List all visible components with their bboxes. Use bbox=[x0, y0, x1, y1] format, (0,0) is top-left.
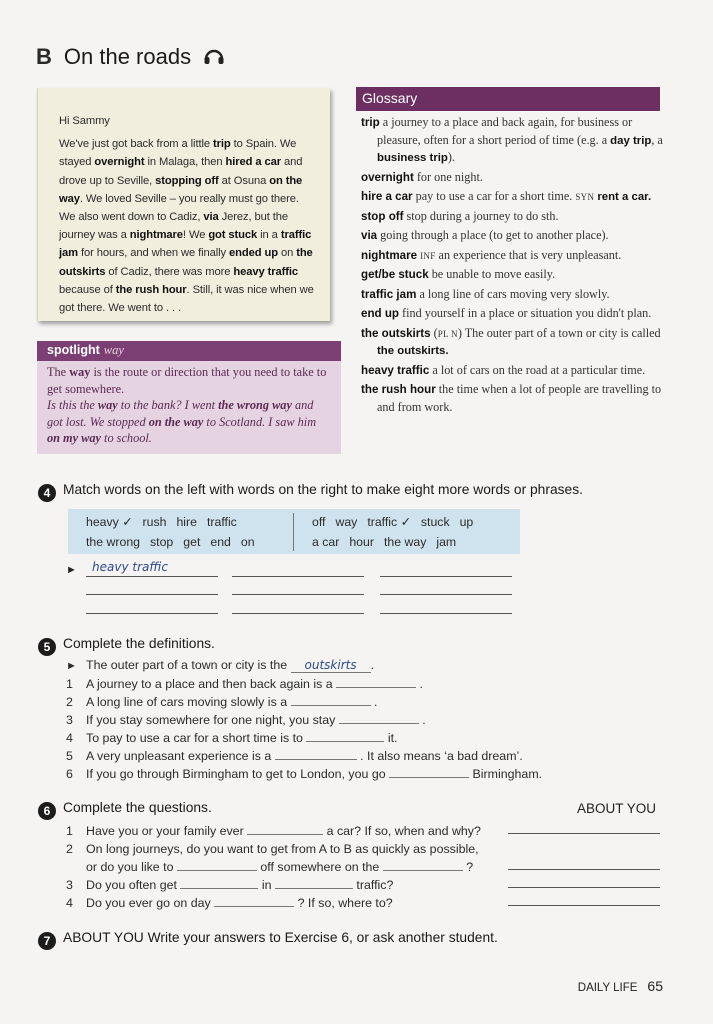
glossary-text: ) The outer part of a town or city is called bbox=[457, 325, 661, 340]
letter-greeting: Hi Sammy bbox=[59, 115, 110, 127]
about-you-answer-line[interactable] bbox=[508, 887, 660, 888]
ex5-item-text: If you stay somewhere for one night, you stay bbox=[86, 713, 339, 727]
ex5-blank[interactable] bbox=[339, 722, 419, 724]
spotlight-example-text: to Scotland. I saw him bbox=[203, 414, 317, 429]
grammar-label: INF bbox=[420, 250, 436, 261]
word-box-word: hour bbox=[349, 535, 374, 549]
letter-bold: ended up bbox=[229, 247, 278, 260]
glossary-text: an experience that is very unpleasant. bbox=[435, 247, 622, 262]
word-box-right-row1 bbox=[312, 512, 512, 532]
glossary-entry bbox=[361, 286, 666, 304]
word-box-word: stop bbox=[150, 535, 174, 549]
ex6-item-3 bbox=[66, 878, 393, 892]
ex5-item-text: . bbox=[416, 677, 423, 691]
ex7-instruction: Write your answers to Exercise 6, or ask another student. bbox=[143, 930, 498, 945]
ex6-blank[interactable] bbox=[177, 869, 257, 871]
word-box-word: up bbox=[459, 515, 474, 529]
ex5-item-number: 3 bbox=[66, 713, 73, 727]
word-box-word: heavy ✓ bbox=[86, 515, 133, 529]
ex6-item-text: traffic? bbox=[356, 878, 394, 892]
ex6-blank[interactable] bbox=[275, 887, 353, 889]
ex7-about-you: ABOUT YOU bbox=[63, 930, 144, 945]
ex5-example bbox=[66, 658, 374, 673]
letter-text: at Osuna bbox=[218, 174, 270, 187]
word-box-word: the way bbox=[383, 535, 427, 549]
letter-text: in a bbox=[257, 229, 281, 242]
glossary-entry bbox=[361, 325, 666, 360]
glossary-bold: day trip bbox=[610, 134, 652, 147]
ex6-item-text: ? If so, where to? bbox=[297, 896, 393, 910]
glossary-entry bbox=[361, 114, 666, 167]
glossary-bold: rent a car. bbox=[597, 191, 652, 203]
ex5-item-text: A long line of cars moving slowly is a bbox=[86, 695, 291, 709]
ex7-heading bbox=[38, 930, 498, 950]
glossary-text: , a bbox=[651, 132, 663, 147]
glossary-bold: the outskirts. bbox=[377, 345, 449, 357]
spotlight-example-bold: the wrong way bbox=[218, 398, 292, 412]
ex6-blank[interactable] bbox=[383, 869, 463, 871]
ex5-blank[interactable] bbox=[389, 776, 469, 778]
ex6-item-number: 1 bbox=[66, 824, 73, 838]
ex4-answer-line[interactable] bbox=[232, 613, 364, 614]
ex4-answer-line[interactable] bbox=[86, 576, 218, 577]
spotlight-word: way bbox=[103, 343, 124, 357]
word-box bbox=[68, 509, 520, 554]
ex5-item-number: 1 bbox=[66, 677, 73, 691]
letter-text: for hours, and when we finally bbox=[77, 247, 230, 260]
ex4-answer-line[interactable] bbox=[232, 594, 364, 595]
glossary-text: ). bbox=[447, 150, 456, 164]
glossary-headword: get/be stuck bbox=[361, 268, 429, 281]
word-box-word: rush bbox=[142, 515, 167, 529]
ex6-item-text: Have you or your family ever bbox=[86, 824, 244, 838]
ex5-number: 5 bbox=[38, 638, 56, 656]
word-box-divider bbox=[293, 513, 294, 551]
glossary-list bbox=[361, 114, 666, 417]
ex5-example-blank bbox=[291, 658, 371, 673]
glossary-headword: end up bbox=[361, 307, 399, 320]
ex6-item-1 bbox=[66, 824, 481, 838]
glossary-entry bbox=[361, 169, 666, 187]
letter-text: We've just got back from a little bbox=[59, 138, 213, 151]
ex5-item-number: 4 bbox=[66, 731, 73, 745]
ex6-item-number: 4 bbox=[66, 896, 73, 910]
ex5-example-marker: ► bbox=[66, 660, 77, 672]
glossary-headword: the outskirts bbox=[361, 326, 431, 340]
glossary-text: stop during a journey to do sth. bbox=[403, 208, 559, 223]
spotlight-text: The bbox=[47, 365, 70, 379]
footer-section: DAILY LIFE bbox=[577, 982, 638, 994]
ex6-blank[interactable] bbox=[214, 905, 294, 907]
glossary-headword: heavy traffic bbox=[361, 363, 430, 377]
word-box-word: a car bbox=[312, 535, 340, 549]
word-box-word: end bbox=[210, 535, 231, 549]
glossary-entry bbox=[361, 208, 666, 226]
ex5-item-text: A journey to a place and then back again is a bbox=[86, 677, 337, 691]
ex5-item-text: . bbox=[370, 695, 378, 709]
letter-bold: the rush hour bbox=[115, 283, 187, 296]
ex6-item-2 bbox=[66, 842, 479, 856]
ex4-example-answer: heavy traffic bbox=[92, 560, 168, 574]
letter-bold: nightmare bbox=[129, 229, 183, 242]
letter-text: . Still, it was nice when we got there. We went to . . . bbox=[59, 283, 314, 315]
letter-text: of Cadiz, there was more bbox=[105, 265, 234, 278]
glossary-text: a long line of cars moving very slowly. bbox=[416, 286, 610, 301]
ex6-item-2-cont bbox=[86, 860, 473, 874]
glossary-entry bbox=[361, 381, 666, 415]
word-box-left-row2 bbox=[86, 532, 286, 552]
ex6-item-4 bbox=[66, 896, 393, 910]
spotlight-definition bbox=[47, 364, 331, 397]
glossary-headword: hire a car bbox=[361, 190, 413, 203]
ex6-item-text: in bbox=[261, 878, 272, 892]
glossary-headword: traffic jam bbox=[361, 287, 417, 301]
ex6-item-number: 3 bbox=[66, 878, 73, 892]
glossary-entry bbox=[361, 305, 666, 323]
spotlight-example-bold: way bbox=[97, 398, 118, 412]
ex5-item-number: 5 bbox=[66, 749, 73, 763]
word-box-word: way bbox=[335, 515, 358, 529]
glossary-text: be unable to move easily. bbox=[428, 267, 556, 281]
glossary-text: find yourself in a place or situation you didn't plan. bbox=[399, 306, 652, 320]
glossary-text: for one night. bbox=[413, 169, 483, 184]
spotlight-box bbox=[37, 341, 341, 454]
glossary-entry bbox=[361, 362, 666, 380]
letter-bold: the outskirts bbox=[59, 247, 313, 278]
letter-bold: traffic jam bbox=[59, 229, 312, 260]
ex6-item-number: 2 bbox=[66, 842, 73, 856]
ex4-answer-line[interactable] bbox=[86, 613, 218, 614]
letter-bold: got stuck bbox=[208, 229, 258, 242]
glossary-entry bbox=[361, 266, 666, 284]
glossary-title: Glossary bbox=[356, 87, 660, 111]
word-box-word: traffic ✓ bbox=[367, 515, 411, 529]
spotlight-example-text: to the bank? I went bbox=[117, 398, 219, 412]
word-box-left bbox=[86, 512, 286, 552]
page-footer bbox=[578, 978, 663, 994]
ex4-answer-line[interactable] bbox=[380, 594, 512, 595]
spotlight-header bbox=[37, 341, 341, 361]
ex6-instruction: Complete the questions. bbox=[63, 800, 212, 815]
ex5-item bbox=[66, 713, 426, 727]
spotlight-examples bbox=[47, 397, 331, 447]
glossary-text: a lot of cars on the road at a particular time. bbox=[429, 362, 646, 377]
letter-text: . We loved Seville – you really must go there. We also went down to Cadiz, bbox=[59, 192, 299, 224]
word-box-left-row1 bbox=[86, 512, 286, 532]
word-box-word: get bbox=[183, 535, 201, 549]
ex5-instruction: Complete the definitions. bbox=[63, 636, 215, 651]
word-box-word: the wrong bbox=[86, 535, 141, 549]
letter-text: on bbox=[277, 247, 297, 260]
glossary-entry bbox=[361, 247, 666, 265]
letter-text: to Spain. We stayed bbox=[59, 138, 297, 169]
letter-text: in Malaga, then bbox=[144, 156, 226, 169]
spotlight-label: spotlight bbox=[47, 343, 100, 357]
ex5-example-text: The outer part of a town or city is the bbox=[86, 658, 288, 672]
spotlight-text: is the route or direction that you need to take to get somewhere. bbox=[47, 365, 327, 396]
ex6-item-text: or do you like to bbox=[86, 860, 174, 874]
letter-bold: trip bbox=[212, 138, 231, 151]
ex5-blank[interactable] bbox=[306, 740, 384, 742]
word-box-word: jam bbox=[436, 535, 457, 549]
grammar-label: PL N bbox=[437, 328, 458, 339]
ex5-item-number: 6 bbox=[66, 767, 73, 781]
ex4-arrow: ► bbox=[66, 564, 77, 576]
glossary-entry bbox=[361, 227, 666, 245]
letter-bold: stopping off bbox=[155, 174, 219, 187]
letter-body bbox=[59, 135, 314, 317]
ex6-blank[interactable] bbox=[180, 887, 258, 889]
letter-bold: on the way bbox=[59, 174, 303, 205]
word-box-word: stuck bbox=[420, 515, 450, 529]
ex5-blank[interactable] bbox=[275, 758, 357, 760]
word-box-right bbox=[312, 512, 512, 552]
letter-text: Jerez, but the journey was a bbox=[59, 211, 289, 242]
glossary-text: pay to use a car for a short time. bbox=[412, 189, 576, 203]
letter-text: and drove up to Seville, bbox=[59, 156, 303, 187]
ex5-item-text: To pay to use a car for a short time is to bbox=[86, 731, 307, 745]
ex5-item bbox=[66, 695, 377, 709]
glossary-headword: trip bbox=[361, 116, 380, 129]
glossary-headword: the rush hour bbox=[361, 383, 436, 396]
ex4-answer-line[interactable] bbox=[380, 613, 512, 614]
ex5-item-text: it. bbox=[384, 731, 398, 745]
ex5-item bbox=[66, 677, 423, 691]
word-box-word: on bbox=[240, 535, 255, 549]
spotlight-bold: way bbox=[69, 365, 91, 379]
letter-bold: heavy traffic bbox=[233, 265, 298, 278]
word-box-right-row2 bbox=[312, 532, 512, 552]
ex5-item bbox=[66, 767, 542, 781]
headphones-icon[interactable] bbox=[203, 45, 225, 71]
ex5-item-number: 2 bbox=[66, 695, 73, 709]
glossary-text: going through a place (to get to another place). bbox=[377, 228, 609, 242]
spotlight-example-bold: on my way bbox=[47, 431, 101, 445]
glossary-headword: via bbox=[361, 229, 378, 242]
ex6-heading bbox=[38, 800, 212, 820]
glossary-headword: overnight bbox=[361, 170, 414, 184]
glossary-text: ( bbox=[430, 325, 438, 340]
glossary-headword: stop off bbox=[361, 209, 404, 223]
ex7-number: 7 bbox=[38, 932, 56, 950]
letter-text: ! We bbox=[182, 229, 209, 242]
ex4-answer-line[interactable] bbox=[380, 576, 512, 577]
glossary-headword: nightmare bbox=[361, 248, 418, 262]
spotlight-example-text: and got lost. We stopped bbox=[47, 398, 314, 429]
ex6-item-text: ? bbox=[466, 860, 474, 874]
letter-bold: via bbox=[203, 211, 219, 224]
ex5-example-answer: outskirts bbox=[304, 658, 357, 672]
ex4-answer-line[interactable] bbox=[86, 594, 218, 595]
spotlight-example-text: Is this the bbox=[47, 398, 98, 412]
ex6-item-text: a car? If so, when and why? bbox=[326, 824, 481, 838]
page-number: 65 bbox=[647, 978, 663, 994]
ex5-item-text: . bbox=[418, 713, 426, 727]
word-box-word: hire bbox=[176, 515, 197, 529]
grammar-label: SYN bbox=[575, 192, 595, 202]
ex5-item bbox=[66, 731, 397, 745]
about-you-answer-line[interactable] bbox=[508, 869, 660, 870]
ex4-heading bbox=[38, 482, 583, 502]
spotlight-body bbox=[37, 361, 341, 447]
ex4-number: 4 bbox=[38, 484, 56, 502]
ex6-about-you: ABOUT YOU bbox=[577, 801, 657, 816]
word-box-word: traffic bbox=[206, 515, 237, 529]
ex5-item bbox=[66, 749, 523, 763]
ex5-heading bbox=[38, 636, 215, 656]
spotlight-example-bold: on the way bbox=[148, 414, 204, 429]
ex5-example-after: . bbox=[370, 658, 375, 672]
section-heading: On the roads bbox=[63, 44, 192, 69]
ex6-item-text: Do you often get bbox=[86, 878, 177, 892]
glossary-text: the time when a lot of people are travelling to and from work. bbox=[377, 382, 662, 414]
ex6-number: 6 bbox=[38, 802, 56, 820]
word-box-word: off bbox=[312, 515, 326, 529]
letter-bold: hired a car bbox=[225, 156, 281, 169]
section-letter: B bbox=[36, 44, 52, 69]
letter-note bbox=[37, 88, 330, 321]
about-you-answer-line[interactable] bbox=[508, 905, 660, 906]
ex6-item-text: Do you ever go on day bbox=[86, 896, 211, 910]
glossary-entry bbox=[361, 188, 666, 206]
ex5-item-text: A very unpleasant experience is a bbox=[86, 749, 275, 763]
about-you-answer-line[interactable] bbox=[508, 833, 660, 834]
letter-text: because of bbox=[59, 283, 116, 296]
ex5-item-text: Birmingham. bbox=[469, 767, 543, 781]
ex6-blank[interactable] bbox=[247, 833, 323, 835]
ex4-instruction: Match words on the left with words on the right to make eight more words or phrases. bbox=[63, 482, 583, 497]
spotlight-example-text: to school. bbox=[100, 431, 152, 445]
ex5-blank[interactable] bbox=[291, 704, 371, 706]
ex5-item-text: . It also means ‘a bad dream’. bbox=[356, 749, 523, 763]
section-title bbox=[36, 44, 225, 71]
ex5-blank[interactable] bbox=[336, 686, 416, 688]
ex6-item-text: On long journeys, do you want to get from A to B as quickly as possible, bbox=[86, 842, 479, 856]
letter-bold: overnight bbox=[94, 156, 145, 169]
ex5-item-text: If you go through Birmingham to get to London, you go bbox=[86, 767, 390, 781]
glossary-bold: business trip bbox=[377, 152, 448, 164]
ex4-answer-line[interactable] bbox=[232, 576, 364, 577]
ex6-item-text: off somewhere on the bbox=[260, 860, 380, 874]
glossary-text: a journey to a place and back again, for business or pleasure, often for a short period of time (e.g. a bbox=[377, 115, 633, 147]
